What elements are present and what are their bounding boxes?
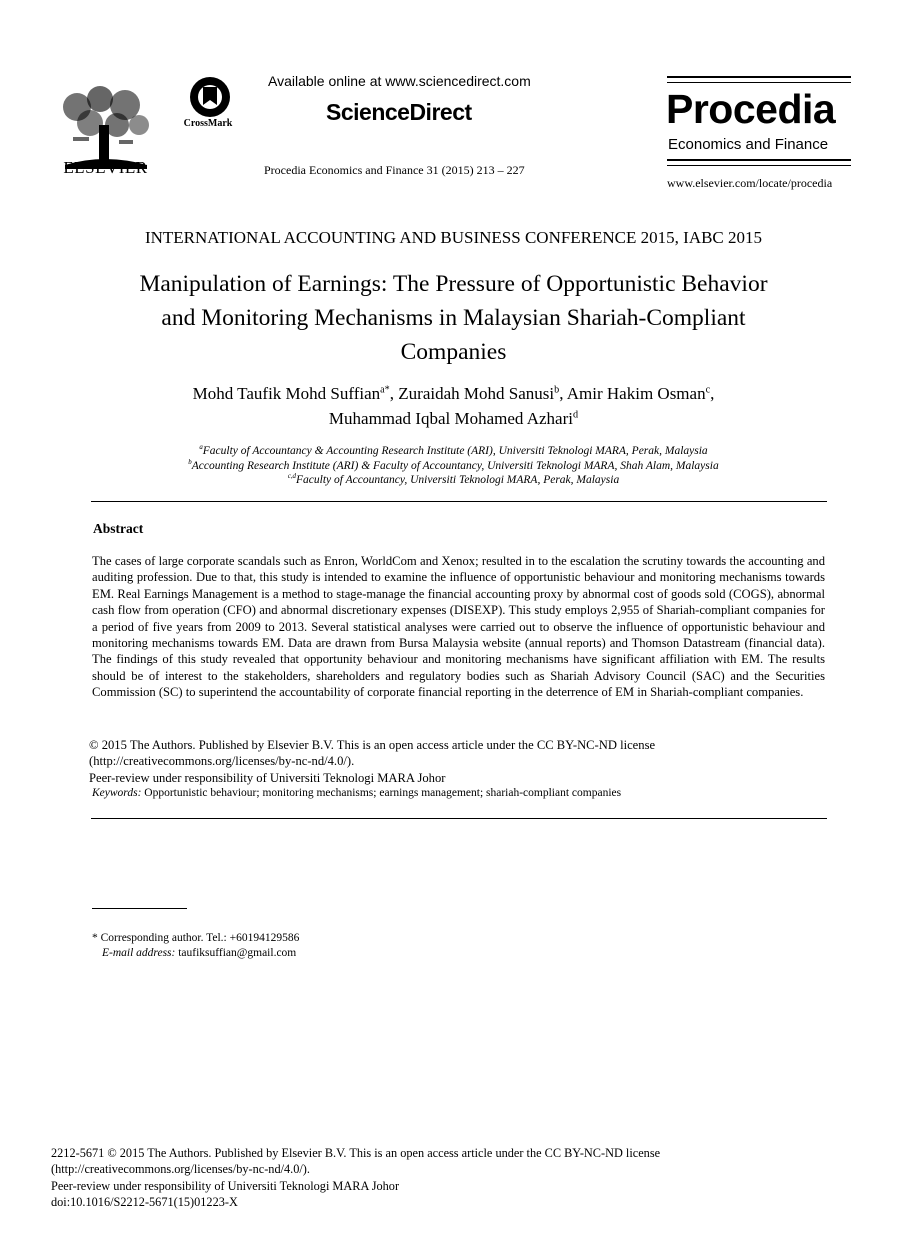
email-line [92,946,299,961]
title-line: and Monitoring Mechanisms in Malaysian Shariah-Compliant [161,305,746,331]
copyright-block [89,737,829,786]
divider [91,818,827,819]
elsevier-wordmark: ELSEVIER [63,158,148,177]
author-sup: b [554,384,560,396]
affiliations [100,444,807,488]
available-online-text: Available online at www.sciencedirect.com [268,73,531,89]
procedia-subtitle: Economics and Finance [668,136,829,153]
author-list [100,381,807,431]
author-sup: d [572,409,579,421]
author-separator: , [389,384,399,403]
license-link[interactable]: (http://creativecommons.org/licenses/by-nc-nd/4.0/). [51,1162,310,1177]
procedia-rule [667,165,851,166]
peer-review-line: Peer-review under responsibility of Universiti Teknologi MARA Johor [51,1178,400,1193]
email-address[interactable]: taufiksuffian@gmail.com [175,947,297,959]
footnote [92,931,299,961]
email-label: E-mail address: [102,947,176,959]
sciencedirect-wordmark[interactable]: ScienceDirect [326,99,472,125]
affiliation [100,473,807,488]
affiliation-text: Faculty of Accountancy & Accounting Research Institute (ARI), Universiti Teknologi MARA, Perak, Malaysia [202,445,708,457]
author-sup: c [705,384,711,396]
conference-name: INTERNATIONAL ACCOUNTING AND BUSINESS CONFERENCE 2015, IABC 2015 [144,228,763,247]
crossmark-label: CrossMark [183,118,233,129]
divider [91,501,827,502]
copyright-line: © 2015 The Authors. Published by Elsevier B.V. This is an open access article under the CC BY-NC-ND license [89,738,656,752]
procedia-rule [667,159,851,161]
abstract-body: The cases of large corporate scandals such as Enron, WorldCom and Xenox; resulted in to the escalation the scrutiny towards the accounting and auditing profession. Due to that, this study is intended to examine the influence of opportunistic behaviour and monitoring mechanisms towards EM. Real Earnings Management is a method to stage-manage the financial accounting proxy by abnormal cost of goods sold (COGS), abnormal cash flow from operation (CFO) and abnormal discretionary expenses (DISEXP). This study employs 2,955 of Shariah-compliant companies for a period of five years from 2009 to 2013. Several statistical analyses were carried out to observe the influence of opportunistic behaviour and monitoring mechanisms towards EM. Data are drawn from Bursa Malaysia website (annual reports) and Thomson Datastream (financial data). The findings of this study revealed that opportunity behaviour and monitoring mechanisms have significant affiliation with EM. The results should be of interest to the stakeholders, shareholders and regulatory bodies such as Shariah Advisory Council (SAC) and the Securities Commission (SC) to superintend the accountability of corporate financial reporting in the deterrence of EM in Shariah-compliant companies. [92,554,825,700]
affiliation-sup: c,d [287,473,296,481]
journal-reference: Procedia Economics and Finance 31 (2015) 213 – 227 [264,163,525,177]
title-line: Manipulation of Earnings: The Pressure of Opportunistic Behavior [139,271,768,297]
keywords-list: Opportunistic behaviour; monitoring mechanisms; earnings management; shariah-compliant companies [141,787,622,799]
bottom-info [51,1145,660,1210]
author-sup: a* [380,384,390,396]
crossmark-icon[interactable] [182,75,238,119]
author-separator: , [559,384,567,403]
affiliation [100,459,807,474]
procedia-wordmark: Procedia [666,86,836,132]
keywords-line [92,787,621,799]
procedia-rule [667,76,851,78]
author-line [100,381,807,406]
author-separator: , [710,384,715,403]
corresponding-author: * Corresponding author. Tel.: +60194129586 [92,932,300,944]
doi[interactable]: doi:10.1016/S2212-5671(15)01223-X [51,1194,238,1209]
affiliation [100,444,807,459]
abstract-heading: Abstract [93,521,144,536]
issn-copyright: 2212-5671 © 2015 The Authors. Published by Elsevier B.V. This is an open access article under the CC BY-NC-ND license [51,1146,661,1160]
title-line: Companies [400,339,507,365]
author-name: Mohd Taufik Mohd Suffian [192,384,381,403]
procedia-url[interactable]: www.elsevier.com/locate/procedia [667,176,833,190]
affiliation-text: Faculty of Accountancy, Universiti Teknologi MARA, Perak, Malaysia [296,474,620,486]
author-name: Zuraidah Mohd Sanusi [398,384,555,403]
peer-review-line: Peer-review under responsibility of Universiti Teknologi MARA Johor [89,770,446,785]
author-name: Muhammad Iqbal Mohamed Azhari [328,409,573,428]
affiliation-text: Accounting Research Institute (ARI) & Faculty of Accountancy, Universiti Teknologi MARA, Shah Alam, Malaysia [191,459,719,472]
author-line [100,406,807,431]
affiliation-sup: b [188,458,192,466]
author-name: Amir Hakim Osman [566,384,706,403]
footnote-rule [92,908,187,909]
procedia-rule [667,82,851,83]
license-link[interactable]: (http://creativecommons.org/licenses/by-nc-nd/4.0/). [89,754,355,769]
affiliation-sup: a [199,444,203,452]
keywords-label: Keywords: [92,787,142,799]
paper-title [80,267,827,369]
